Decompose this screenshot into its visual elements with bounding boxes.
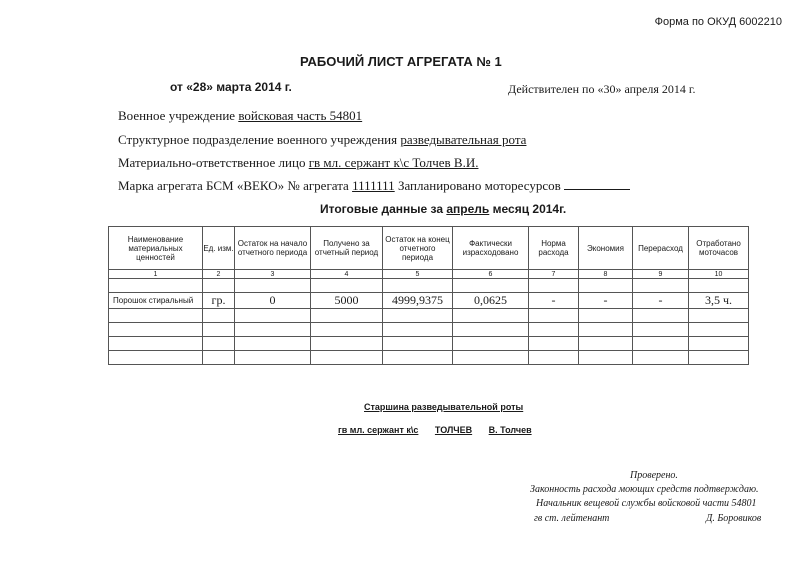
table-empty-row [109,337,749,351]
cell-hours: 3,5 ч. [689,293,749,309]
date-from: от «28» марта 2014 г. [170,80,292,94]
signature-surname: ТОЛЧЕВ [434,425,473,435]
signature-position: Старшина разведывательной роты [364,402,524,412]
table-empty-row [109,351,749,365]
okud-form-number: Форма по ОКУД 6002210 [654,16,782,28]
col-number: 1 [109,270,203,279]
col-number: 10 [689,270,749,279]
col-number: 3 [235,270,311,279]
cell-saving: - [579,293,633,309]
brand-value: 1111111 [352,178,395,193]
col-number: 2 [203,270,235,279]
cell-norm: - [529,293,579,309]
header-cell: Отработано моточасов [689,227,749,270]
signature-line [338,425,532,435]
cell-name: Порошок стиральный [109,293,203,309]
chief-title: Начальник вещевой службы войсковой части 54801 [536,498,757,509]
cell-end-balance: 4999,9375 [383,293,453,309]
header-cell: Экономия [579,227,633,270]
table-spacer-row [109,279,749,293]
table-header-row [109,227,749,270]
header-cell: Наименование материальных ценностей [109,227,203,270]
col-number: 4 [311,270,383,279]
summary-month: апрель [446,202,490,216]
col-number: 7 [529,270,579,279]
table-row [109,293,749,309]
cell-overspend: - [633,293,689,309]
signature-rank: гв мл. сержант к\с [338,425,419,435]
planned-blank [564,178,630,190]
page-title: РАБОЧИЙ ЛИСТ АГРЕГАТА № 1 [300,54,502,69]
cell-used: 0,0625 [453,293,529,309]
checked-label: Проверено. [630,470,678,481]
responsible-value: гв мл. сержант к\с Толчев В.И. [308,155,479,170]
header-cell: Остаток на начало отчетного периода [235,227,311,270]
header-cell: Перерасход [633,227,689,270]
cell-start-balance: 0 [235,293,311,309]
legal-confirmation: Законность расхода моющих средств подтверждаю. [530,484,759,495]
subdivision-label: Структурное подразделение военного учреждения [118,132,398,147]
cell-unit: гр. [203,293,235,309]
header-cell: Фактически израсходовано [453,227,529,270]
chief-rank: гв ст. лейтенант [534,513,610,524]
subdivision-line [118,132,526,148]
table-empty-row [109,323,749,337]
responsible-label: Материально-ответственное лицо [118,155,306,170]
valid-until: Действителен по «30» апреля 2014 г. [508,82,696,96]
table-number-row [109,270,749,279]
col-number: 6 [453,270,529,279]
summary-prefix: Итоговые данные за [320,202,443,216]
summary-heading [320,202,566,216]
summary-suffix: месяц 2014г. [492,202,567,216]
signature-name: В. Толчев [488,425,532,435]
col-number: 5 [383,270,453,279]
subdivision-value: разведывательная рота [400,132,527,147]
header-cell: Норма расхода [529,227,579,270]
table-empty-row [109,309,749,323]
brand-line [118,178,630,194]
unit-line [118,108,362,124]
stub [0,10,18,540]
col-number: 8 [579,270,633,279]
unit-label: Военное учреждение [118,108,236,123]
planned-label: Запланировано моторесурсов [397,178,561,193]
header-cell: Остаток на конец отчетного периода [383,227,453,270]
brand-label: Марка агрегата БСМ «ВЕКО» № агрегата [118,178,349,193]
summary-table [108,226,749,365]
col-number: 9 [633,270,689,279]
header-cell: Получено за отчетный период [311,227,383,270]
responsible-line [118,155,478,171]
unit-value: войсковая часть 54801 [238,108,363,123]
cell-received: 5000 [311,293,383,309]
chief-name: Д. Боровиков [706,513,762,524]
header-cell: Ед. изм. [203,227,235,270]
